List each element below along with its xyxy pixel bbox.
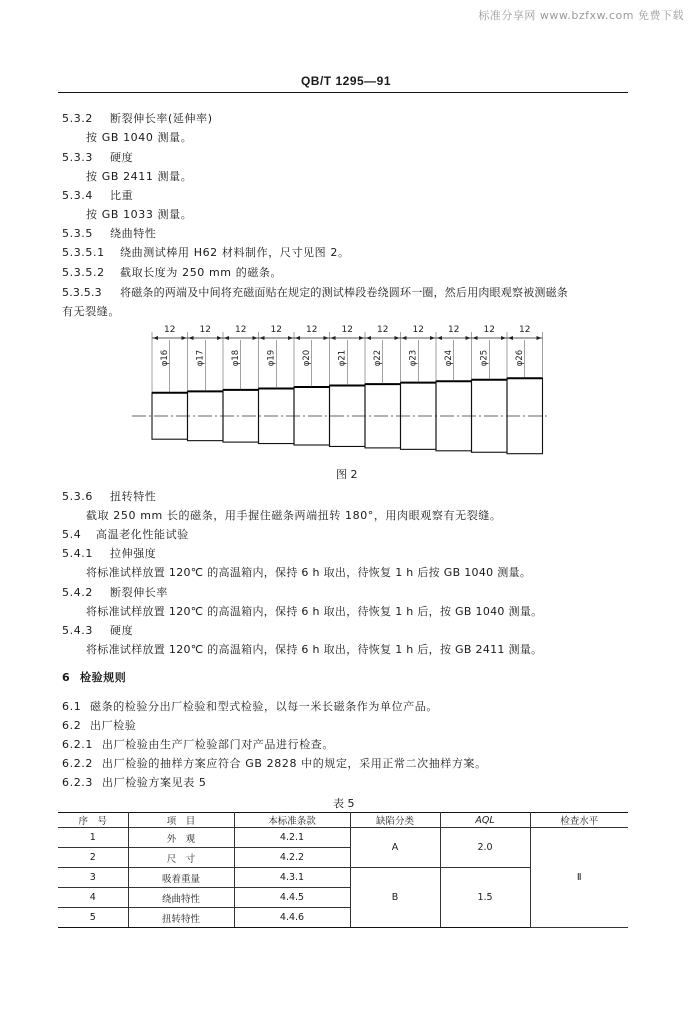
dimension-arrow [224,336,229,340]
table-row [58,828,628,848]
dimension-arrow [537,336,542,340]
aql-cell: 1.5 [440,868,530,928]
segment-width-label: 12 [164,325,176,335]
column-header: 本标准条款 [234,813,350,828]
dimension-arrow [253,336,258,340]
clause-line: 5.3.5 绕曲特性 [62,227,157,240]
clause-line: 按 GB 2411 测量。 [86,170,193,183]
dimension-arrow [153,336,158,340]
table-header-row [58,813,628,828]
dimension-arrow [466,336,471,340]
diameter-label: φ20 [301,349,312,367]
segment-width-label: 12 [270,325,282,335]
dimension-arrow [324,336,329,340]
dimension-arrow [182,336,187,340]
table-cell: 扭转特性 [128,908,234,928]
clause-line: 6.1 磁条的检验分出厂检验和型式检验，以每一米长磁条作为单位产品。 [62,700,438,713]
dimension-arrow [395,336,400,340]
table-cell: 4 [58,888,128,908]
segment-width-label: 12 [341,325,353,335]
clause-line: 5.3.5.2 截取长度为 250 mm 的磁条。 [62,266,283,279]
aql-cell: 2.0 [440,828,530,868]
watermark: 标准分享网 www.bzfxw.com 免费下载 [478,9,684,22]
clause-line: 5.3.2 断裂伸长率(延伸率) [62,112,213,125]
dimension-arrow [359,336,364,340]
clause-line: 5.3.6 扭转特性 [62,490,157,503]
inspection-table [58,812,628,928]
dimension-arrow [508,336,513,340]
figure-caption: 图 2 [336,468,358,481]
clause-line: 将标准试样放置 120℃ 的高温箱内，保持 6 h 取出，待恢复 1 h 后按 GB 1040 测量。 [86,566,532,579]
clause-line: 5.4 高温老化性能试验 [62,528,189,541]
dimension-arrow [331,336,336,340]
clause-line: 5.3.3 硬度 [62,151,134,164]
clause-line: 5.3.5.3 将磁条的两端及中间将充磁面贴在规定的测试棒段卷绕圆环一圈，然后用肉眼观察被测磁条 [62,286,568,299]
segment-width-label: 12 [412,325,424,335]
clause-line: 6.2.2 出厂检验的抽样方案应符合 GB 2828 中的规定，采用正常二次抽样方案。 [62,757,487,770]
column-header: 序 号 [58,813,128,828]
dimension-arrow [217,336,222,340]
page-header: QB/T 1295—91 [300,74,392,88]
diameter-label: φ26 [514,349,525,367]
clause-line: 6.2 出厂检验 [62,719,137,732]
table-cell: 2 [58,848,128,868]
table-cell: 吸着重量 [128,868,234,888]
clause-line: 有无裂缝。 [62,305,120,318]
segment-width-label: 12 [199,325,211,335]
segment-width-label: 12 [306,325,318,335]
column-header: 缺陷分类 [350,813,440,828]
table-cell: 外 观 [128,828,234,848]
section-heading: 6 检验规则 [62,671,127,684]
diameter-label: φ24 [443,349,454,367]
clause-line: 将标准试样放置 120℃ 的高温箱内，保持 6 h 取出，待恢复 1 h 后，按 GB 1040 测量。 [86,605,543,618]
dimension-arrow [501,336,506,340]
diameter-label: φ23 [408,349,419,367]
test-rod-figure [0,318,692,458]
diameter-label: φ25 [479,349,490,367]
table-cell: 3 [58,868,128,888]
dimension-arrow [260,336,265,340]
clause-line: 按 GB 1040 测量。 [86,131,193,144]
table-title: 表 5 [333,797,355,810]
diameter-label: φ22 [372,349,383,367]
diameter-label: φ17 [195,349,206,367]
segment-width-label: 12 [448,325,460,335]
clause-line: 5.3.5.1 绕曲测试棒用 H62 材料制作，尺寸见图 2。 [62,246,350,259]
clause-line: 截取 250 mm 长的磁条，用手握住磁条两端扭转 180°，用肉眼观察有无裂缝。 [86,509,502,522]
table-cell: 4.4.5 [234,888,350,908]
dimension-arrow [473,336,478,340]
defect-class-cell: A [350,828,440,868]
table-cell: 4.2.2 [234,848,350,868]
dimension-arrow [437,336,442,340]
clause-line: 将标准试样放置 120℃ 的高温箱内，保持 6 h 取出，待恢复 1 h 后，按 GB 2411 测量。 [86,643,543,656]
defect-class-cell: B [350,868,440,928]
diameter-label: φ19 [266,349,277,367]
clause-line: 5.4.1 拉伸强度 [62,547,157,560]
column-header: AQL [440,813,530,828]
table-cell: 1 [58,828,128,848]
table-cell: 绕曲特性 [128,888,234,908]
segment-width-label: 12 [519,325,531,335]
column-header: 项 目 [128,813,234,828]
clause-line: 5.4.3 硬度 [62,624,134,637]
dimension-arrow [430,336,435,340]
dimension-arrow [402,336,407,340]
dimension-arrow [288,336,293,340]
clause-line: 5.3.4 比重 [62,189,134,202]
clause-line: 按 GB 1033 测量。 [86,208,193,221]
diameter-label: φ16 [159,349,170,367]
dimension-arrow [189,336,194,340]
segment-width-label: 12 [377,325,389,335]
diameter-label: φ18 [230,349,241,367]
table-cell: 5 [58,908,128,928]
column-header: 检查水平 [530,813,628,828]
clause-line: 5.4.2 断裂伸长率 [62,586,168,599]
table-cell: 尺 寸 [128,848,234,868]
table-cell: 4.2.1 [234,828,350,848]
clause-line: 6.2.3 出厂检验方案见表 5 [62,776,207,789]
dimension-arrow [366,336,371,340]
diameter-label: φ21 [337,349,348,367]
inspection-level-cell: Ⅱ [530,828,628,928]
table-cell: 4.3.1 [234,868,350,888]
header-rule [58,92,628,93]
table-cell: 4.4.6 [234,908,350,928]
clause-line: 6.2.1 出厂检验由生产厂检验部门对产品进行检查。 [62,738,334,751]
segment-width-label: 12 [483,325,495,335]
dimension-arrow [295,336,300,340]
segment-width-label: 12 [235,325,247,335]
